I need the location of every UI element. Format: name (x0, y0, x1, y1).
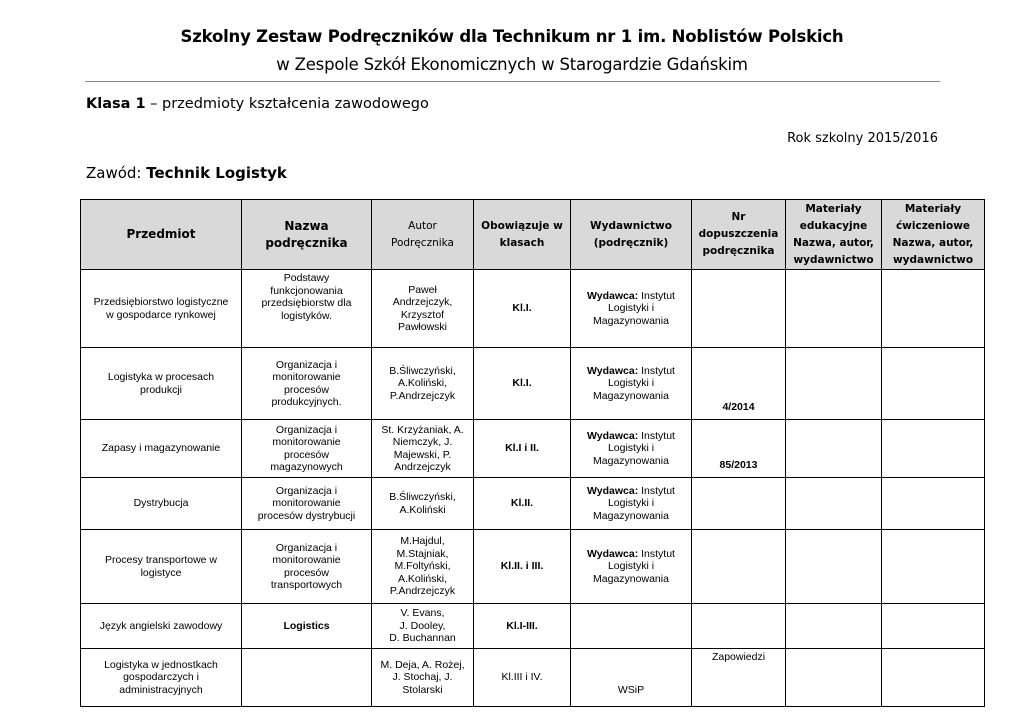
cell-wydawnictwo (571, 649, 692, 707)
profession-label: Zawód: (86, 164, 147, 182)
cell-materialy-edukacyjne (786, 420, 882, 478)
cell-materialy-edukacyjne (786, 348, 882, 420)
nazwa-line: funkcjonowania (270, 284, 343, 297)
przedmiot-line: produkcji (139, 383, 183, 396)
nazwa-line: Organizacja i (275, 358, 338, 371)
table-row (81, 420, 985, 478)
cell-nr (692, 420, 786, 478)
cell-materialy-edukacyjne (786, 604, 882, 649)
mat-cw-line-1: Materiały (904, 202, 962, 215)
nazwa-line: procesów (284, 448, 329, 461)
autor-line-1: Autor (408, 219, 437, 232)
nazwa-line: logistyków. (281, 309, 332, 322)
autor-line: P.Andrzejczyk (389, 389, 456, 402)
autor-line: A.Koliński (399, 503, 446, 516)
header-divider (85, 81, 940, 82)
wydawca-line: Magazynowania (593, 509, 669, 522)
mat-edu-line-2: edukacyjne (799, 219, 868, 232)
cell-nr (692, 604, 786, 649)
cell-autor (372, 478, 474, 530)
autor-line: P.Andrzejczyk (389, 585, 456, 598)
cell-klasy: Kl.I. (474, 270, 571, 348)
nr-line-1: Nr (731, 211, 746, 223)
autor-line: Andrzejczyk, (392, 296, 453, 308)
nazwa-line: Podstawy (283, 272, 330, 284)
autor-line: M.Stajniak, (396, 547, 449, 560)
przedmiot-line: administracyjnych (119, 683, 203, 696)
nr-value: 85/2013 (719, 458, 758, 471)
przedmiot-line: Procesy transportowe w (104, 554, 218, 566)
col-header-nazwa: Nazwa podręcznika (242, 200, 372, 270)
nazwa-line: procesów (284, 566, 329, 579)
cell-przedmiot (81, 270, 242, 348)
autor-line: M.Foltyński, (394, 560, 451, 573)
cell-materialy-cwiczeniowe (882, 348, 985, 420)
school-year: Rok szkolny 2015/2016 (787, 131, 938, 146)
cell-wydawnictwo (571, 530, 692, 604)
przedmiot-line: Język angielski zawodowy (99, 619, 223, 632)
przedmiot-line: Zapasy i magazynowanie (101, 442, 221, 455)
przedmiot-line: Logistyka w jednostkach (104, 658, 218, 671)
autor-line: St. Krzyżaniak, A. (381, 423, 464, 436)
cell-klasy: Kl.III i IV. (474, 649, 571, 707)
nazwa-line: transportowych (270, 579, 343, 591)
autor-line: Pawłowski (397, 321, 447, 333)
table-row (81, 270, 985, 348)
cell-przedmiot (81, 530, 242, 604)
nazwa-line: procesów (284, 383, 329, 396)
col-header-materialy-edukacyjne (786, 200, 882, 270)
nazwa-line: monitorowanie (272, 371, 341, 383)
autor-line: V. Evans, (400, 607, 445, 620)
cell-przedmiot (81, 478, 242, 530)
cell-autor (372, 604, 474, 649)
wydawca-label: Wydawca: (587, 484, 639, 497)
col-header-autor (372, 200, 474, 270)
table-header-row (81, 200, 985, 270)
wydawca-line: Magazynowania (593, 454, 669, 467)
wydawca-line: Instytut (638, 429, 675, 442)
cell-autor (372, 348, 474, 420)
autor-line: J. Stochaj, J. (392, 671, 453, 684)
table-row (81, 604, 985, 649)
cell-przedmiot (81, 348, 242, 420)
page-title: Szkolny Zestaw Podręczników dla Technikum nr 1 im. Noblistów Polskich (180, 27, 844, 46)
cell-nr (692, 649, 786, 707)
cell-materialy-edukacyjne (786, 649, 882, 707)
klasa-heading (86, 96, 429, 112)
cell-autor (372, 420, 474, 478)
autor-line: Paweł (408, 283, 437, 296)
cell-autor (372, 530, 474, 604)
table-row (81, 530, 985, 604)
cell-wydawnictwo (571, 604, 692, 649)
mat-edu-line-3: Nazwa, autor, (793, 236, 874, 249)
cell-nr (692, 530, 786, 604)
autor-line: Stolarski (402, 683, 443, 696)
cell-nazwa (242, 270, 372, 348)
nazwa-line: Organizacja i (275, 484, 338, 497)
mat-cw-line-3: Nazwa, autor, (892, 236, 974, 249)
autor-line: Niemczyk, J. (392, 436, 453, 448)
przedmiot-line: gospodarczych i (123, 671, 199, 684)
autor-line: A.Koliński, (397, 377, 448, 390)
wydawca-line: Logistyki i (607, 497, 655, 510)
autor-line-2: Podręcznika (390, 236, 454, 249)
wydawnictwo-line-2: (podręcznik) (593, 236, 669, 249)
cell-materialy-edukacyjne (786, 270, 882, 348)
klasa-label: Klasa 1 (86, 96, 146, 112)
col-header-przedmiot: Przedmiot (81, 200, 242, 270)
wydawca-line: Instytut (638, 364, 675, 377)
autor-line: Andrzejczyk (394, 461, 451, 473)
cell-autor (372, 649, 474, 707)
cell-klasy: Kl.I-III. (474, 604, 571, 649)
cell-klasy: Kl.I. (474, 348, 571, 420)
obowiazuje-line-1: Obowiązuje w (481, 219, 563, 232)
nazwa-line: monitorowanie (272, 554, 341, 566)
nazwa-line: Organizacja i (275, 423, 338, 436)
wydawca-label: Wydawca: (587, 289, 639, 302)
wydawca-label: Wydawca: (587, 364, 639, 377)
cell-nazwa (242, 604, 372, 649)
nazwa-line: magazynowych (270, 461, 343, 473)
mat-edu-line-4: wydawnictwo (793, 253, 874, 266)
page-subtitle: w Zespole Szkół Ekonomicznych w Starogardzie Gdańskim (276, 55, 748, 74)
nazwa-line: monitorowanie (272, 497, 341, 510)
nazwa-line: Organizacja i (275, 541, 338, 554)
profession-heading (86, 164, 287, 182)
cell-nr (692, 478, 786, 530)
cell-klasy: Kl.II. i III. (474, 530, 571, 604)
cell-materialy-edukacyjne (786, 530, 882, 604)
cell-wydawnictwo (571, 270, 692, 348)
przedmiot-line: w gospodarce rynkowej (106, 308, 216, 321)
wydawca-line: Instytut (638, 289, 675, 302)
wydawca-line: Logistyki i (607, 442, 655, 455)
nr-value: 4/2014 (722, 400, 755, 413)
cell-nazwa (242, 420, 372, 478)
cell-klasy: Kl.II. (474, 478, 571, 530)
cell-przedmiot (81, 649, 242, 707)
autor-line: M. Deja, A. Rożej, (380, 658, 465, 671)
mat-cw-line-2: ćwiczeniowe (895, 219, 971, 232)
autor-line: D. Buchannan (389, 632, 456, 645)
autor-line: B.Śliwczyński, (389, 364, 456, 377)
nazwa-line: przedsiębiorstw dla (261, 297, 352, 309)
przedmiot-line: Logistyka w procesach (107, 371, 215, 383)
cell-materialy-cwiczeniowe (882, 420, 985, 478)
cell-przedmiot (81, 420, 242, 478)
nr-line-3: podręcznika (702, 245, 775, 257)
autor-line: M.Hajdul, (400, 535, 445, 548)
cell-nazwa (242, 478, 372, 530)
cell-materialy-edukacyjne (786, 478, 882, 530)
przedmiot-line: Przedsiębiorstwo logistyczne (93, 296, 229, 308)
nazwa-line: procesów dystrybucji (257, 509, 356, 522)
cell-przedmiot (81, 604, 242, 649)
col-header-materialy-cwiczeniowe (882, 200, 985, 270)
cell-nr (692, 348, 786, 420)
wydawnictwo-line-1: Wydawnictwo (590, 219, 672, 232)
table-row (81, 348, 985, 420)
autor-line: A.Koliński, (397, 572, 448, 585)
cell-materialy-cwiczeniowe (882, 530, 985, 604)
cell-nazwa (242, 530, 372, 604)
przedmiot-line: Dystrybucja (133, 497, 189, 510)
cell-materialy-cwiczeniowe (882, 270, 985, 348)
wydawca-line: Magazynowania (593, 572, 669, 585)
wydawca-label: Wydawca: (587, 547, 639, 560)
autor-line: J. Dooley, (399, 619, 446, 632)
profession-value: Technik Logistyk (146, 164, 287, 182)
cell-nazwa (242, 348, 372, 420)
wydawca-line: Logistyki i (607, 302, 655, 315)
nr-line-2: dopuszczenia (698, 228, 779, 240)
table-row (81, 649, 985, 707)
wydawca-label: Wydawca: (587, 429, 639, 442)
wydawca-line: Magazynowania (593, 314, 669, 327)
przedmiot-line: logistyce (140, 566, 182, 579)
cell-nr (692, 270, 786, 348)
cell-wydawnictwo (571, 420, 692, 478)
cell-autor (372, 270, 474, 348)
wydawca-plain: WSiP (617, 683, 645, 696)
wydawca-line: Logistyki i (607, 560, 655, 573)
cell-materialy-cwiczeniowe (882, 478, 985, 530)
nazwa-line: monitorowanie (272, 436, 341, 448)
autor-line: B.Śliwczyński, (389, 491, 456, 503)
cell-materialy-cwiczeniowe (882, 604, 985, 649)
mat-edu-line-1: Materiały (805, 202, 862, 215)
wydawca-line: Logistyki i (607, 377, 655, 390)
klasa-text: – przedmioty kształcenia zawodowego (145, 96, 429, 112)
autor-line: Majewski, P. (393, 448, 452, 461)
obowiazuje-line-2: klasach (499, 236, 545, 249)
col-header-nr (692, 200, 786, 270)
cell-wydawnictwo (571, 478, 692, 530)
textbook-table (80, 199, 985, 707)
col-header-obowiazuje (474, 200, 571, 270)
nr-value: Zapowiedzi (711, 651, 766, 663)
cell-wydawnictwo (571, 348, 692, 420)
cell-klasy: Kl.I i II. (474, 420, 571, 478)
nazwa-line: produkcyjnych. (271, 396, 342, 408)
cell-nazwa (242, 649, 372, 707)
wydawca-line: Instytut (638, 547, 675, 560)
table-row (81, 478, 985, 530)
mat-cw-line-4: wydawnictwo (892, 253, 974, 266)
wydawca-line: Instytut (638, 484, 675, 497)
nazwa-line: Logistics (283, 619, 330, 632)
cell-materialy-cwiczeniowe (882, 649, 985, 707)
wydawca-line: Magazynowania (593, 389, 669, 402)
col-header-wydawnictwo (571, 200, 692, 270)
autor-line: Krzysztof (400, 308, 445, 321)
